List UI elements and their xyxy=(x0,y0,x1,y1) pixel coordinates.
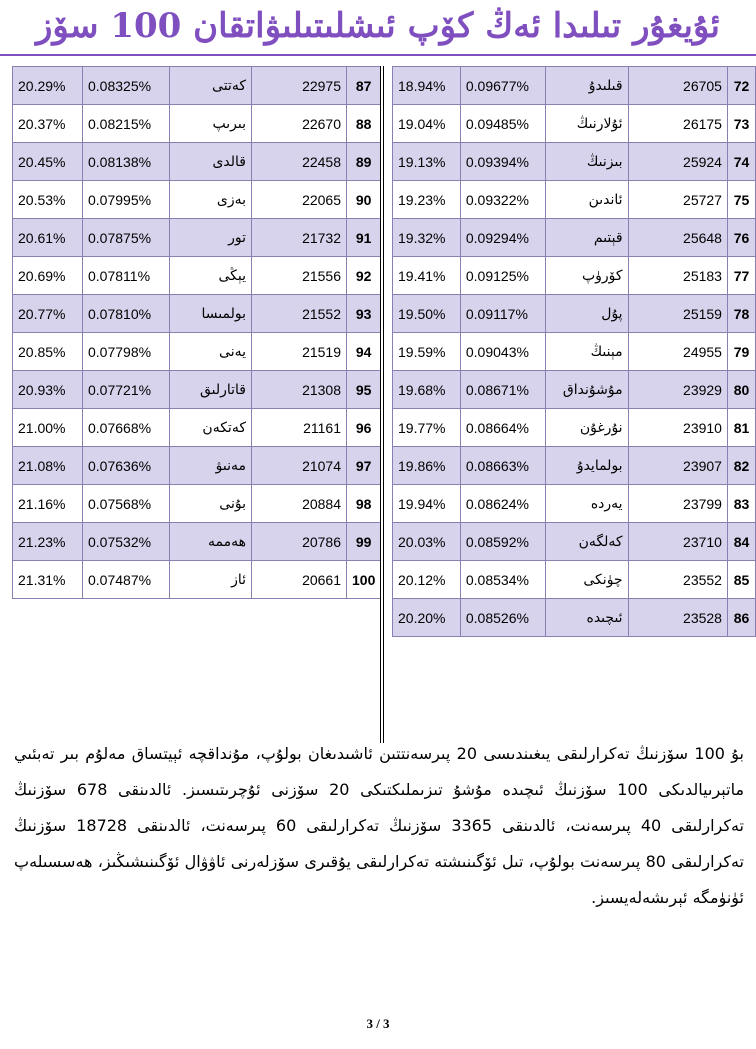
page-number: 3 / 3 xyxy=(366,1016,390,1031)
table-row xyxy=(393,105,756,143)
summary-paragraph: بۇ 100 سۆزنىڭ تەكرارلىقى يىغىندىسى 20 پىرسەنتتىن ئاشىدىغان بولۇپ، مۇنداقچە ئېيتساق مەلۇم بىر تەبئىي ماتېرىيالدىكى 100 سۆزنىڭ ئىچىدە مۇشۇ تىزىملىكتىكى 20 سۆزنى ئۇچرىتىسىز. ئالدىنقى 678 سۆزنىڭ تەكرارلىقى 40 پىرسەنت، ئالدىنقى 3365 سۆزنىڭ تەكرارلىقى 60 پىرسەنت، ئالدىنقى 18728 سۆزنىڭ تەكرارلىقى 80 پىرسەنت بولۇپ، تىل ئۆگىنىشتە تەكرارلىقى يۇقىرى سۆزلەرنى ئاۋۋال ئۆگىنىشىڭىز، ھەسسىلەپ ئۈنۈمگە ئېرىشەلەيسىز. xyxy=(14,744,745,907)
table-row xyxy=(13,219,381,257)
rank-cell: 95 xyxy=(347,371,381,409)
table-row xyxy=(393,67,756,105)
table-row xyxy=(393,523,756,561)
frequency-percent-cell: 0.07636% xyxy=(83,447,170,485)
rank-cell: 80 xyxy=(727,371,755,409)
cumulative-percent-cell: 21.16% xyxy=(13,485,83,523)
rank-cell: 87 xyxy=(347,67,381,105)
word-cell: كۆرۈپ xyxy=(545,257,628,295)
count-cell: 21161 xyxy=(252,409,347,447)
frequency-percent-cell: 0.09485% xyxy=(460,105,545,143)
count-cell: 25648 xyxy=(628,219,727,257)
cumulative-percent-cell: 19.04% xyxy=(393,105,461,143)
rank-cell: 94 xyxy=(347,333,381,371)
rank-cell: 72 xyxy=(727,67,755,105)
frequency-percent-cell: 0.07875% xyxy=(83,219,170,257)
table-row xyxy=(393,295,756,333)
rank-cell: 81 xyxy=(727,409,755,447)
count-cell: 25924 xyxy=(628,143,727,181)
cumulative-percent-cell: 21.23% xyxy=(13,523,83,561)
count-cell: 26705 xyxy=(628,67,727,105)
cumulative-percent-cell: 21.00% xyxy=(13,409,83,447)
count-cell: 22975 xyxy=(252,67,347,105)
frequency-percent-cell: 0.08664% xyxy=(460,409,545,447)
word-cell: ھەممە xyxy=(170,523,252,561)
frequency-table-right xyxy=(392,66,756,637)
count-cell: 22458 xyxy=(252,143,347,181)
frequency-percent-cell: 0.09322% xyxy=(460,181,545,219)
frequency-percent-cell: 0.09677% xyxy=(460,67,545,105)
count-cell: 23799 xyxy=(628,485,727,523)
cumulative-percent-cell: 20.93% xyxy=(13,371,83,409)
frequency-percent-cell: 0.08624% xyxy=(460,485,545,523)
word-cell: بىرىپ xyxy=(170,105,252,143)
frequency-percent-cell: 0.08526% xyxy=(460,599,545,637)
frequency-percent-cell: 0.08215% xyxy=(83,105,170,143)
count-cell: 23528 xyxy=(628,599,727,637)
rank-cell: 82 xyxy=(727,447,755,485)
page-title: ئۇيغۇر تىلىدا ئەڭ كۆپ ئىشلىتىلىۋاتقان 100 سۆز xyxy=(36,6,720,46)
cumulative-percent-cell: 20.61% xyxy=(13,219,83,257)
frequency-percent-cell: 0.08325% xyxy=(83,67,170,105)
table-row xyxy=(393,599,756,637)
count-cell: 24955 xyxy=(628,333,727,371)
rank-cell: 79 xyxy=(727,333,755,371)
table-row xyxy=(13,485,381,523)
word-cell: قىلىدۇ xyxy=(545,67,628,105)
frequency-percent-cell: 0.08534% xyxy=(460,561,545,599)
frequency-percent-cell: 0.08663% xyxy=(460,447,545,485)
count-cell: 21552 xyxy=(252,295,347,333)
cumulative-percent-cell: 19.32% xyxy=(393,219,461,257)
count-cell: 23907 xyxy=(628,447,727,485)
rank-cell: 83 xyxy=(727,485,755,523)
table-row xyxy=(393,409,756,447)
count-cell: 23910 xyxy=(628,409,727,447)
word-cell: بولمايدۇ xyxy=(545,447,628,485)
cumulative-percent-cell: 19.41% xyxy=(393,257,461,295)
frequency-percent-cell: 0.09117% xyxy=(460,295,545,333)
rank-cell: 85 xyxy=(727,561,755,599)
table-row xyxy=(13,333,381,371)
word-cell: پۇل xyxy=(545,295,628,333)
table-row xyxy=(13,561,381,599)
cumulative-percent-cell: 20.69% xyxy=(13,257,83,295)
word-cell: كەتكەن xyxy=(170,409,252,447)
table-row xyxy=(393,181,756,219)
rank-cell: 88 xyxy=(347,105,381,143)
table-row xyxy=(393,333,756,371)
table-row xyxy=(13,447,381,485)
frequency-percent-cell: 0.07721% xyxy=(83,371,170,409)
cumulative-percent-cell: 19.23% xyxy=(393,181,461,219)
table-row xyxy=(13,523,381,561)
count-cell: 23929 xyxy=(628,371,727,409)
frequency-percent-cell: 0.07810% xyxy=(83,295,170,333)
frequency-percent-cell: 0.07995% xyxy=(83,181,170,219)
frequency-table-left xyxy=(12,66,381,599)
count-cell: 25727 xyxy=(628,181,727,219)
count-cell: 25183 xyxy=(628,257,727,295)
rank-cell: 93 xyxy=(347,295,381,333)
table-row xyxy=(393,447,756,485)
frequency-percent-cell: 0.07487% xyxy=(83,561,170,599)
word-cell: مۇشۇنداق xyxy=(545,371,628,409)
rank-cell: 73 xyxy=(727,105,755,143)
count-cell: 21556 xyxy=(252,257,347,295)
cumulative-percent-cell: 20.12% xyxy=(393,561,461,599)
rank-cell: 100 xyxy=(347,561,381,599)
count-cell: 22065 xyxy=(252,181,347,219)
rank-cell: 99 xyxy=(347,523,381,561)
count-cell: 23552 xyxy=(628,561,727,599)
table-row xyxy=(393,219,756,257)
cumulative-percent-cell: 19.94% xyxy=(393,485,461,523)
word-cell: تور xyxy=(170,219,252,257)
cumulative-percent-cell: 20.03% xyxy=(393,523,461,561)
rank-cell: 91 xyxy=(347,219,381,257)
cumulative-percent-cell: 19.86% xyxy=(393,447,461,485)
table-row xyxy=(13,295,381,333)
count-cell: 23710 xyxy=(628,523,727,561)
rank-cell: 86 xyxy=(727,599,755,637)
table-row xyxy=(13,371,381,409)
rank-cell: 97 xyxy=(347,447,381,485)
word-cell: مېنىڭ xyxy=(545,333,628,371)
table-row xyxy=(13,67,381,105)
word-cell: ئاندىن xyxy=(545,181,628,219)
table-row xyxy=(13,257,381,295)
frequency-percent-cell: 0.07532% xyxy=(83,523,170,561)
word-cell: قالدى xyxy=(170,143,252,181)
word-cell: يېڭى xyxy=(170,257,252,295)
rank-cell: 84 xyxy=(727,523,755,561)
word-cell: مەنىۋ xyxy=(170,447,252,485)
cumulative-percent-cell: 19.59% xyxy=(393,333,461,371)
word-cell: نۇرغۇن xyxy=(545,409,628,447)
frequency-percent-cell: 0.08671% xyxy=(460,371,545,409)
title-divider xyxy=(0,54,756,56)
frequency-percent-cell: 0.09043% xyxy=(460,333,545,371)
frequency-percent-cell: 0.08138% xyxy=(83,143,170,181)
cumulative-percent-cell: 20.85% xyxy=(13,333,83,371)
cumulative-percent-cell: 19.68% xyxy=(393,371,461,409)
table-row xyxy=(13,409,381,447)
table-row xyxy=(393,143,756,181)
cumulative-percent-cell: 20.29% xyxy=(13,67,83,105)
rank-cell: 78 xyxy=(727,295,755,333)
count-cell: 20786 xyxy=(252,523,347,561)
word-cell: قېتىم xyxy=(545,219,628,257)
count-cell: 21308 xyxy=(252,371,347,409)
word-cell: كەلگەن xyxy=(545,523,628,561)
frequency-percent-cell: 0.07798% xyxy=(83,333,170,371)
cumulative-percent-cell: 19.77% xyxy=(393,409,461,447)
rank-cell: 96 xyxy=(347,409,381,447)
rank-cell: 77 xyxy=(727,257,755,295)
cumulative-percent-cell: 21.31% xyxy=(13,561,83,599)
count-cell: 21732 xyxy=(252,219,347,257)
word-cell: ئاز xyxy=(170,561,252,599)
count-cell: 22670 xyxy=(252,105,347,143)
rank-cell: 76 xyxy=(727,219,755,257)
word-cell: قاتارلىق xyxy=(170,371,252,409)
cumulative-percent-cell: 20.53% xyxy=(13,181,83,219)
word-cell: ئىچىدە xyxy=(545,599,628,637)
table-row xyxy=(393,371,756,409)
word-cell: ئۇلارنىڭ xyxy=(545,105,628,143)
count-cell: 20884 xyxy=(252,485,347,523)
table-row xyxy=(393,485,756,523)
count-cell: 21074 xyxy=(252,447,347,485)
cumulative-percent-cell: 20.77% xyxy=(13,295,83,333)
count-cell: 21519 xyxy=(252,333,347,371)
rank-cell: 74 xyxy=(727,143,755,181)
cumulative-percent-cell: 18.94% xyxy=(393,67,461,105)
word-cell: بولمىسا xyxy=(170,295,252,333)
word-cell: يەنى xyxy=(170,333,252,371)
cumulative-percent-cell: 19.13% xyxy=(393,143,461,181)
frequency-percent-cell: 0.08592% xyxy=(460,523,545,561)
frequency-percent-cell: 0.09394% xyxy=(460,143,545,181)
count-cell: 26175 xyxy=(628,105,727,143)
table-row xyxy=(13,181,381,219)
rank-cell: 90 xyxy=(347,181,381,219)
frequency-percent-cell: 0.07668% xyxy=(83,409,170,447)
frequency-percent-cell: 0.09125% xyxy=(460,257,545,295)
table-separator xyxy=(380,66,384,743)
cumulative-percent-cell: 20.45% xyxy=(13,143,83,181)
table-row xyxy=(13,105,381,143)
word-cell: بۇنى xyxy=(170,485,252,523)
rank-cell: 98 xyxy=(347,485,381,523)
table-row xyxy=(13,143,381,181)
cumulative-percent-cell: 20.20% xyxy=(393,599,461,637)
word-cell: يەردە xyxy=(545,485,628,523)
table-row xyxy=(393,257,756,295)
cumulative-percent-cell: 19.50% xyxy=(393,295,461,333)
count-cell: 20661 xyxy=(252,561,347,599)
cumulative-percent-cell: 20.37% xyxy=(13,105,83,143)
word-cell: چۈنكى xyxy=(545,561,628,599)
rank-cell: 75 xyxy=(727,181,755,219)
cumulative-percent-cell: 21.08% xyxy=(13,447,83,485)
frequency-percent-cell: 0.09294% xyxy=(460,219,545,257)
word-cell: بەزى xyxy=(170,181,252,219)
rank-cell: 89 xyxy=(347,143,381,181)
rank-cell: 92 xyxy=(347,257,381,295)
word-cell: كەتتى xyxy=(170,67,252,105)
word-cell: بىزنىڭ xyxy=(545,143,628,181)
frequency-percent-cell: 0.07568% xyxy=(83,485,170,523)
table-row xyxy=(393,561,756,599)
frequency-percent-cell: 0.07811% xyxy=(83,257,170,295)
count-cell: 25159 xyxy=(628,295,727,333)
